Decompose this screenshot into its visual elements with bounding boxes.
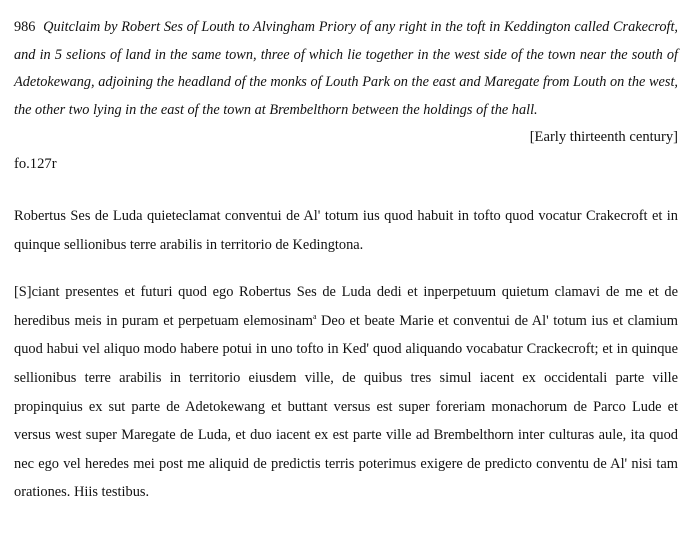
charter-text-part-1: [S]ciant presentes et futuri quod ego Robertus Ses de Luda dedi et inperpetuum quietum clamavi de me et de heredibus meis in puram et perpetuam elemosinam (14, 284, 678, 329)
entry-heading (14, 14, 678, 124)
rubric-paragraph: Robertus Ses de Luda quieteclamat conventui de Al' totum ius quod habuit in tofto quod vocatur Crakecroft et in quinque sellionibus terre arabilis in territorio de Kedingtona. (14, 208, 678, 253)
charter-text-part-2: Deo et beate Marie et conventui de Al' totum ius et clamium quod habui vel aliquo modo habere potui in uno tofto in Ked' quod aliquando vocabatur Crackecroft; et in quinque sellionibus terre arabilis in territorio eiusdem ville, de quibus tres simul iacent ex occidentali parte ville propinquius ex sut parte de Adetokewang et buttant versus est super foreriam monachorum de Parco Lude et versus west super Maregate de Luda, et duo iacent ex est parte ville ad Brembelthorn inter culturas aule, ita quod nec ego vel heredes mei post me aliquid de predictis terris poterimus exigere de predicto conventu de Al' nisi tam orationes. Hiis testibus. (14, 312, 678, 501)
footnote-marker: a (312, 311, 317, 321)
entry-number: 986 (14, 19, 36, 35)
entry-date: [Early thirteenth century] (529, 129, 678, 145)
folio-reference: fo.127r (14, 156, 57, 172)
entry-summary: Quitclaim by Robert Ses of Louth to Alvingham Priory of any right in the toft in Keddington called Crakecroft, and in 5 selions of land in the same town, three of which lie together in the west side of the town near the south of Adetokewang, adjoining the headland of the monks of Louth Park on the east and Maregate from Louth on the west, the other two lying in the east of the town at Brembelthorn between the holdings of the hall. (14, 19, 678, 118)
charter-paragraph (14, 278, 678, 507)
document-page (14, 14, 678, 507)
